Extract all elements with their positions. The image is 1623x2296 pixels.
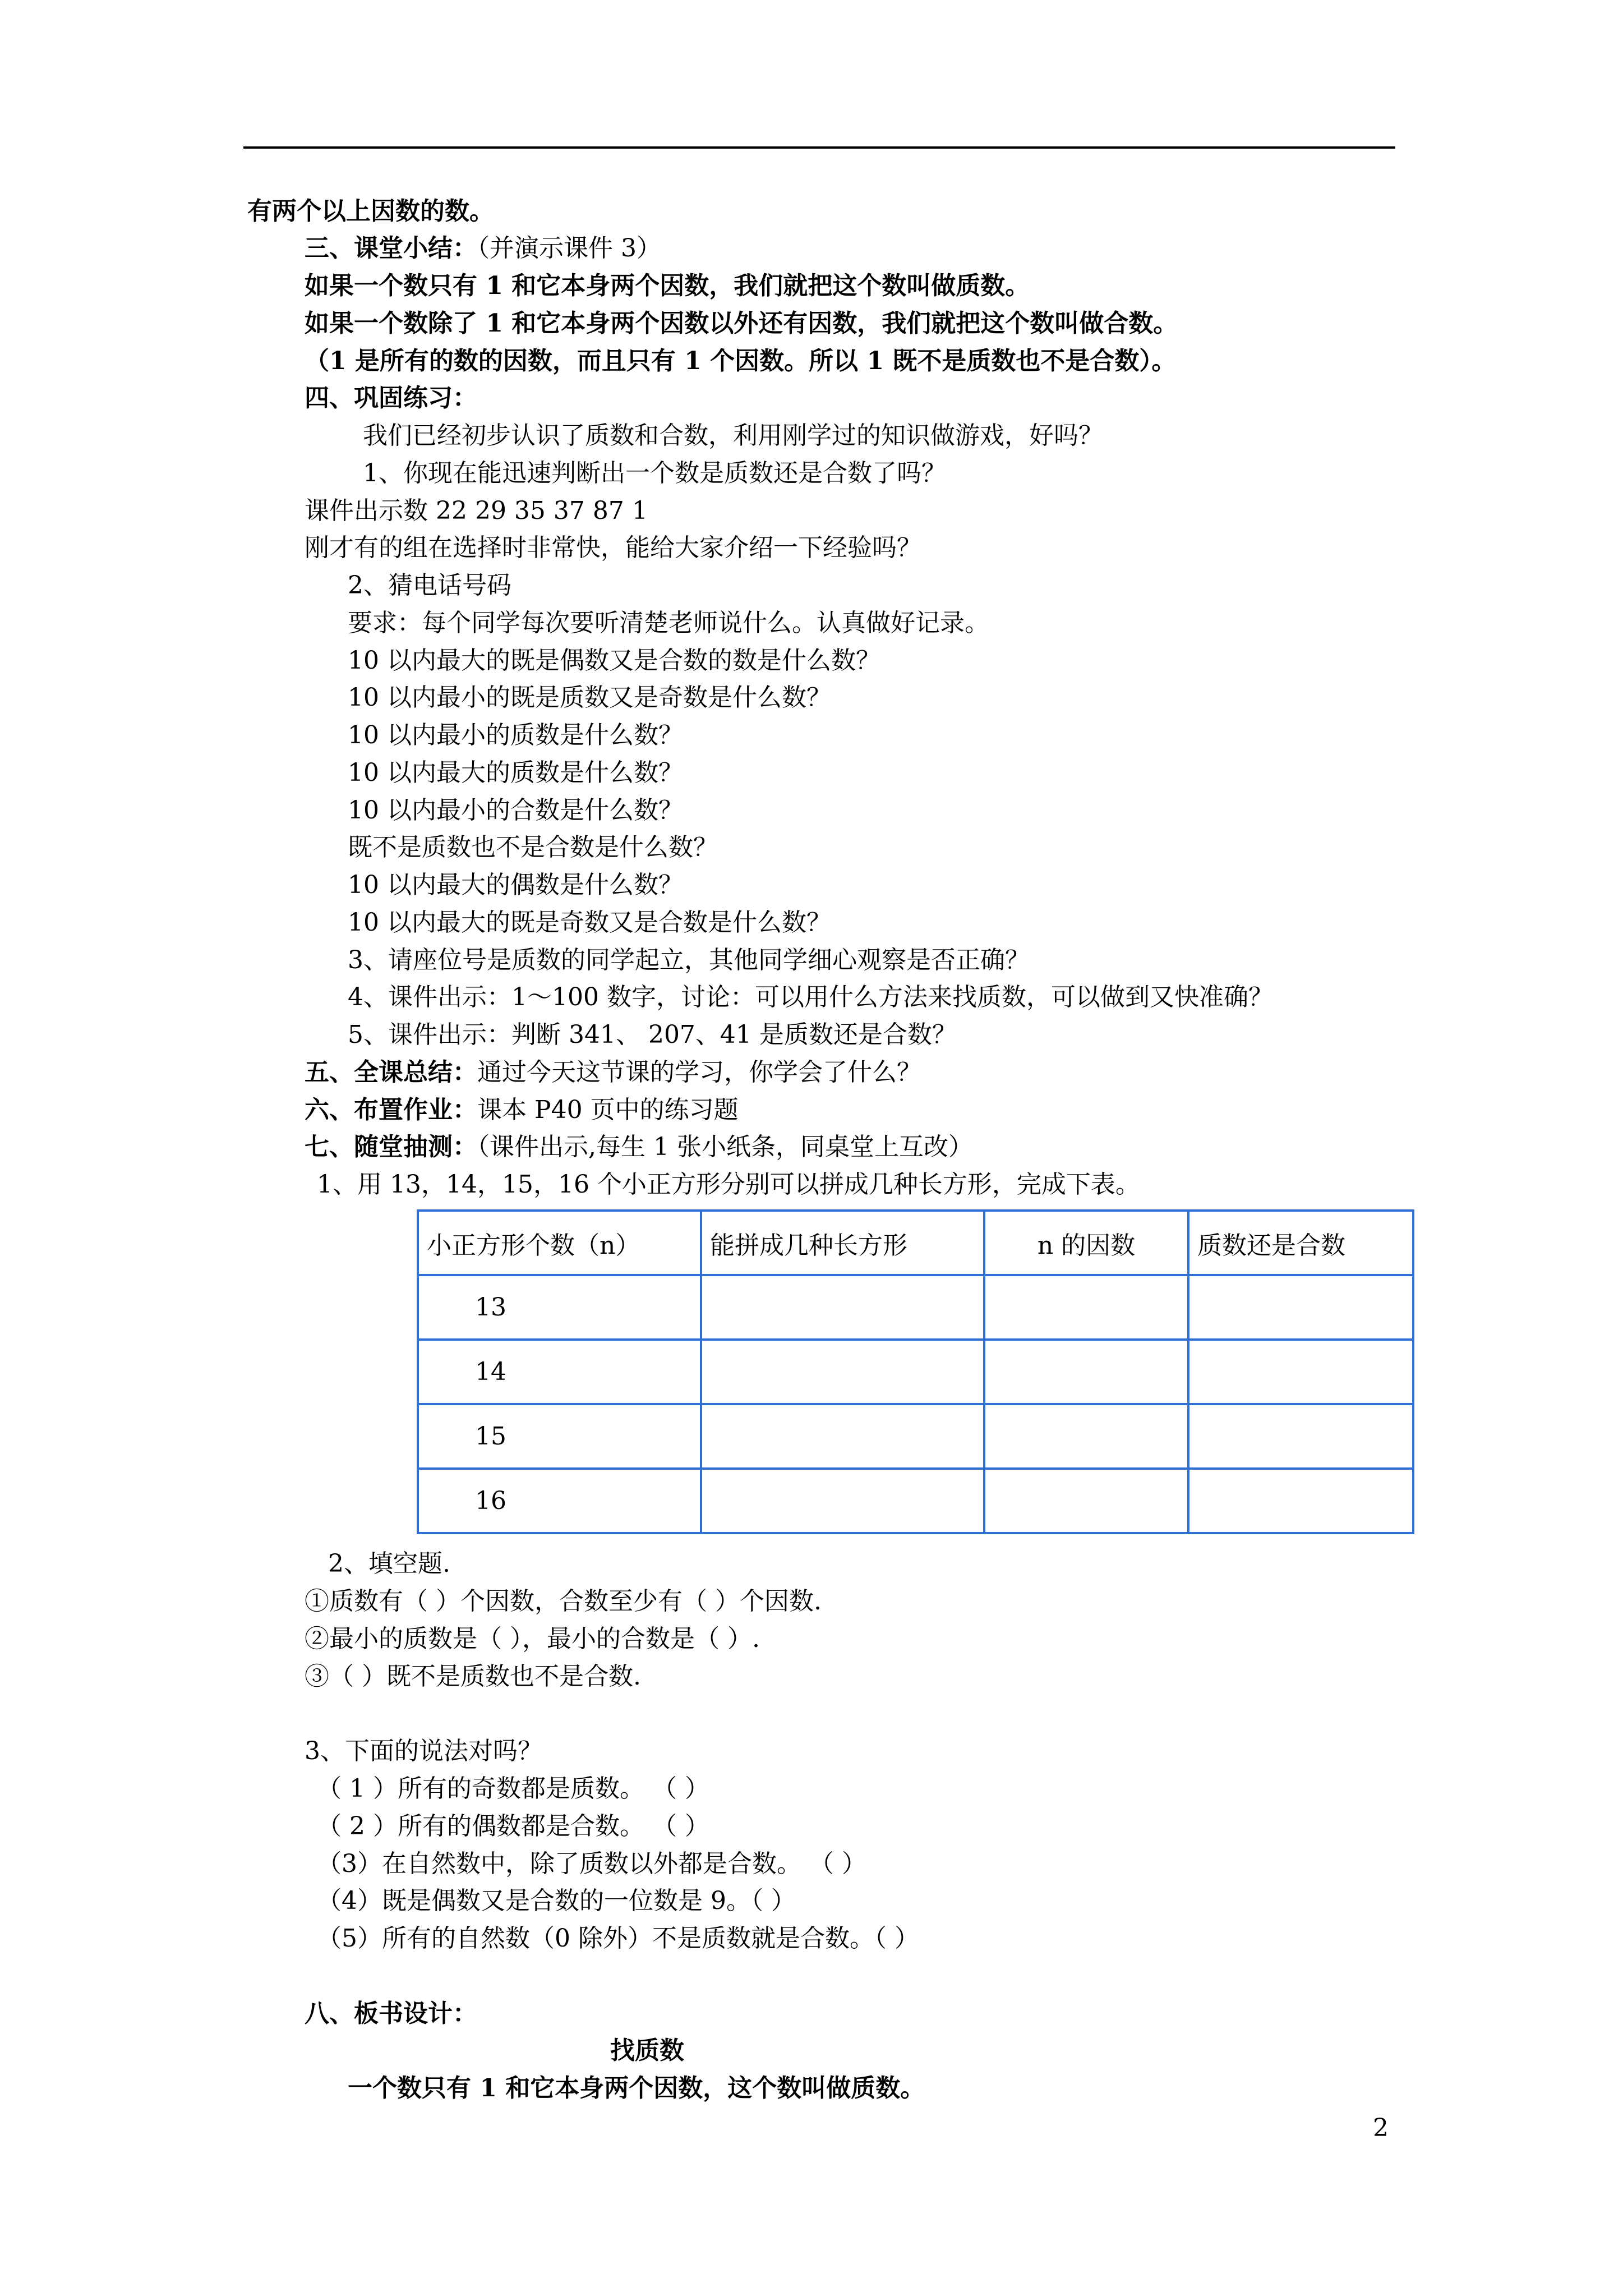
text-line: 如果一个数只有 1 和它本身两个因数，我们就把这个数叫做质数。 xyxy=(305,272,1030,300)
table-cell: 16 xyxy=(418,1469,701,1533)
text-line: 2、填空题. xyxy=(328,1549,450,1578)
table-header-cell: 能拼成几种长方形 xyxy=(701,1211,984,1275)
text-line: 5、课件出示：判断 341、 207、41 是质数还是合数？ xyxy=(348,1020,957,1049)
page-number: 2 xyxy=(1373,2114,1389,2142)
heading-note: （课件出示,每生 1 张小纸条，同桌堂上互改） xyxy=(477,1133,973,1161)
table-header-cell: n 的因数 xyxy=(984,1211,1188,1275)
text-line: 有两个以上因数的数。 xyxy=(247,197,494,226)
table-cell: 13 xyxy=(418,1275,701,1340)
table-row xyxy=(418,1275,1413,1340)
table-cell xyxy=(1188,1340,1413,1404)
table-cell: 14 xyxy=(418,1340,701,1404)
text-line: ①质数有（ ）个因数，合数至少有（ ）个因数. xyxy=(305,1587,822,1616)
text-line: 10 以内最大的偶数是什么数？ xyxy=(348,871,683,899)
text-line: （1 是所有的数的因数，而且只有 1 个因数。所以 1 既不是质数也不是合数）。 xyxy=(305,347,1177,375)
section-heading-homework xyxy=(305,1098,739,1122)
board-title: 找质数 xyxy=(610,2036,684,2065)
text-line: 课件出示数 22 29 35 37 87 1 xyxy=(305,496,648,525)
text-line: （4）既是偶数又是合数的一位数是 9。（ ） xyxy=(317,1887,796,1915)
text-line: （3）在自然数中，除了质数以外都是合数。 （ ） xyxy=(317,1849,866,1878)
text-line: 10 以内最小的合数是什么数？ xyxy=(348,796,683,825)
text-line: 10 以内最大的质数是什么数？ xyxy=(348,758,683,787)
heading-note: 课本 P40 页中的练习题 xyxy=(477,1096,739,1124)
table-cell xyxy=(701,1469,984,1533)
text-line: 2、猜电话号码 xyxy=(348,571,511,600)
text-line: （ 1 ）所有的奇数都是质数。 （ ） xyxy=(317,1774,709,1803)
table-row xyxy=(418,1404,1413,1469)
text-line: 4、课件出示：1～100 数字，讨论：可以用什么方法来找质数，可以做到又快准确？ xyxy=(348,983,1273,1011)
header-rule xyxy=(243,146,1395,149)
table-row xyxy=(418,1469,1413,1533)
text-line: 10 以内最大的既是偶数又是合数的数是什么数？ xyxy=(348,646,880,675)
table-cell: 15 xyxy=(418,1404,701,1469)
table-cell xyxy=(701,1404,984,1469)
text-line: 3、下面的说法对吗？ xyxy=(305,1737,542,1765)
table-cell xyxy=(1188,1404,1413,1469)
section-heading-wrapup xyxy=(305,1060,921,1085)
text-line: 10 以内最小的既是质数又是奇数是什么数？ xyxy=(348,683,831,712)
table-cell xyxy=(701,1340,984,1404)
text-line: （ 2 ）所有的偶数都是合数。 （ ） xyxy=(317,1812,709,1841)
table-header-row xyxy=(418,1211,1413,1275)
table-header-cell: 质数还是合数 xyxy=(1188,1211,1413,1275)
heading-label: 三、课堂小结： xyxy=(305,234,477,263)
text-line: 既不是质数也不是合数是什么数？ xyxy=(348,833,718,862)
table-row xyxy=(418,1340,1413,1404)
table-header-cell: 小正方形个数（n） xyxy=(418,1211,701,1275)
table-cell xyxy=(701,1275,984,1340)
section-heading-board: 八、板书设计： xyxy=(305,1999,477,2028)
section-heading-quiz xyxy=(305,1135,973,1159)
text-line: 10 以内最小的质数是什么数？ xyxy=(348,721,683,749)
text-line: 10 以内最大的既是奇数又是合数是什么数？ xyxy=(348,908,831,937)
text-line: 刚才有的组在选择时非常快，能给大家介绍一下经验吗？ xyxy=(305,533,921,562)
heading-note: 通过今天这节课的学习，你学会了什么？ xyxy=(477,1058,921,1087)
text-line: 如果一个数除了 1 和它本身两个因数以外还有因数，我们就把这个数叫做合数。 xyxy=(305,309,1178,338)
table-cell xyxy=(984,1340,1188,1404)
heading-note: （并演示课件 3） xyxy=(477,234,661,263)
table-cell xyxy=(984,1404,1188,1469)
text-line: 我们已经初步认识了质数和合数，利用刚学过的知识做游戏，好吗？ xyxy=(363,421,1103,450)
table-cell xyxy=(984,1275,1188,1340)
table-cell xyxy=(1188,1469,1413,1533)
heading-label: 七、随堂抽测： xyxy=(305,1133,477,1161)
rectangle-table xyxy=(417,1209,1414,1534)
text-line: 一个数只有 1 和它本身两个因数，这个数叫做质数。 xyxy=(348,2074,925,2102)
table-cell xyxy=(984,1469,1188,1533)
heading-label: 五、全课总结： xyxy=(305,1058,477,1087)
table-cell xyxy=(1188,1275,1413,1340)
text-line: 1、用 13，14，15，16 个小正方形分别可以拼成几种长方形，完成下表。 xyxy=(317,1170,1140,1199)
section-heading-summary xyxy=(305,236,661,261)
section-heading-practice: 四、巩固练习： xyxy=(305,384,477,412)
text-line: 1、你现在能迅速判断出一个数是质数还是合数了吗？ xyxy=(363,459,946,487)
heading-label: 六、布置作业： xyxy=(305,1096,477,1124)
text-line: ③（ ）既不是质数也不是合数. xyxy=(305,1662,641,1691)
text-line: 3、请座位号是质数的同学起立，其他同学细心观察是否正确？ xyxy=(348,946,1030,974)
text-line: （5）所有的自然数（0 除外）不是质数就是合数。（ ） xyxy=(317,1924,919,1953)
text-line: 要求：每个同学每次要听清楚老师说什么。认真做好记录。 xyxy=(348,609,989,637)
text-line: ②最小的质数是（ ），最小的合数是（ ）. xyxy=(305,1625,760,1653)
